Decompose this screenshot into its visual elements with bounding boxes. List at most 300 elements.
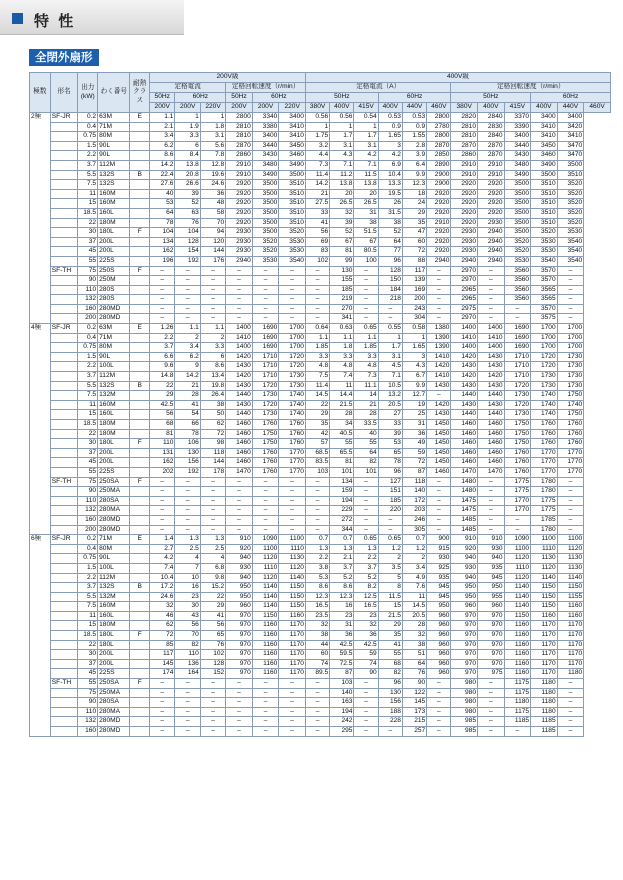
table-row — [30, 602, 611, 612]
value-cell: 2920 — [427, 237, 451, 247]
model-cell — [50, 228, 78, 238]
value-cell: 18 — [402, 189, 426, 199]
value-cell: 2780 — [427, 122, 451, 132]
value-cell: 3.5 — [378, 563, 402, 573]
value-cell: 172 — [402, 496, 426, 506]
value-cell: 35 — [402, 218, 426, 228]
value-cell: 35 — [305, 420, 329, 430]
model-cell — [50, 583, 78, 593]
value-cell: 26 — [378, 199, 402, 209]
value-cell: 33.5 — [354, 420, 378, 430]
head-200v: 200V級 — [150, 73, 306, 83]
value-cell: 6.6 — [150, 352, 175, 362]
value-cell: 3.7 — [330, 563, 354, 573]
value-cell: 151 — [378, 487, 402, 497]
value-cell: 2920 — [226, 199, 253, 209]
value-cell: – — [175, 506, 200, 516]
value-cell: – — [252, 707, 279, 717]
model-cell — [50, 170, 78, 180]
table-row — [30, 113, 611, 123]
value-cell: 65 — [378, 448, 402, 458]
value-cell: 2870 — [478, 151, 505, 161]
value-cell: – — [200, 688, 225, 698]
value-cell: 12.3 — [305, 592, 329, 602]
model-cell — [50, 400, 78, 410]
class-cell — [130, 132, 150, 142]
value-cell: 2820 — [451, 113, 478, 123]
value-cell: 22.4 — [150, 170, 175, 180]
value-cell: 3410 — [531, 122, 558, 132]
value-cell: 2975 — [451, 304, 478, 314]
value-cell: 130 — [175, 448, 200, 458]
value-cell: 1170 — [557, 650, 584, 660]
value-cell: 1760 — [279, 439, 306, 449]
value-cell: 1.8 — [330, 343, 354, 353]
value-cell: 3.4 — [402, 563, 426, 573]
frame-cell: 180L — [98, 631, 130, 641]
value-cell: 69 — [305, 237, 329, 247]
value-cell: 1160 — [557, 611, 584, 621]
value-cell: 2910 — [451, 170, 478, 180]
value-cell: 1730 — [531, 372, 558, 382]
value-cell: – — [175, 515, 200, 525]
value-cell: 64 — [150, 208, 175, 218]
value-cell: 2860 — [451, 151, 478, 161]
class-cell — [130, 640, 150, 650]
value-cell: – — [427, 727, 451, 737]
value-cell: – — [279, 314, 306, 324]
value-cell: 65.5 — [330, 448, 354, 458]
table-row — [30, 535, 611, 545]
value-cell: 1740 — [557, 400, 584, 410]
value-cell: – — [305, 295, 329, 305]
value-cell: 1.1 — [150, 113, 175, 123]
value-cell: 3480 — [252, 160, 279, 170]
value-cell: 134 — [150, 237, 175, 247]
value-cell: – — [200, 285, 225, 295]
value-cell: 66 — [175, 420, 200, 430]
table-row — [30, 343, 611, 353]
value-cell: 90 — [354, 669, 378, 679]
value-cell: – — [252, 496, 279, 506]
value-cell: 6.2 — [175, 352, 200, 362]
value-cell: 3540 — [557, 256, 584, 266]
value-cell: 3510 — [279, 208, 306, 218]
value-cell: 33 — [378, 420, 402, 430]
value-cell: 16.5 — [305, 602, 329, 612]
value-cell: 257 — [402, 727, 426, 737]
frame-cell: 132M — [98, 592, 130, 602]
value-cell: 22 — [78, 429, 98, 439]
value-cell: 1730 — [557, 362, 584, 372]
value-cell: 1420 — [478, 372, 505, 382]
value-cell: 960 — [427, 640, 451, 650]
table-row — [30, 237, 611, 247]
pole-cell: 4極 — [30, 324, 51, 535]
value-cell: 0.63 — [330, 324, 354, 334]
value-cell: 970 — [226, 640, 253, 650]
value-cell: 28 — [402, 621, 426, 631]
model-cell: SF-JR — [50, 324, 78, 334]
value-cell: – — [175, 295, 200, 305]
class-cell: B — [130, 170, 150, 180]
header-band — [0, 0, 184, 35]
value-cell: – — [150, 304, 175, 314]
class-cell: B — [130, 583, 150, 593]
value-cell: 14.5 — [402, 602, 426, 612]
value-cell: 1090 — [504, 535, 531, 545]
value-cell: 2910 — [451, 160, 478, 170]
table-row — [30, 487, 611, 497]
value-cell: – — [478, 487, 505, 497]
value-cell: 26.6 — [175, 180, 200, 190]
value-cell: 122 — [402, 688, 426, 698]
value-cell: – — [150, 496, 175, 506]
frame-cell: 280MD — [98, 314, 130, 324]
value-cell: 194 — [330, 707, 354, 717]
table-row — [30, 372, 611, 382]
value-cell: 3500 — [252, 199, 279, 209]
value-cell: – — [354, 496, 378, 506]
model-cell — [50, 160, 78, 170]
value-cell: 132 — [78, 295, 98, 305]
value-cell: 6 — [175, 141, 200, 151]
frame-cell: 280SA — [98, 496, 130, 506]
value-cell: 4.2 — [378, 151, 402, 161]
value-cell: – — [252, 515, 279, 525]
value-cell: 72.5 — [330, 659, 354, 669]
frame-cell: 180M — [98, 429, 130, 439]
value-cell: 140 — [330, 688, 354, 698]
value-cell: 985 — [451, 727, 478, 737]
value-cell: 1110 — [279, 544, 306, 554]
value-cell: 2920 — [427, 228, 451, 238]
value-cell: 32 — [354, 621, 378, 631]
value-cell: 4.8 — [330, 362, 354, 372]
value-cell: 1700 — [279, 343, 306, 353]
value-cell: 159 — [330, 487, 354, 497]
value-cell: 3570 — [531, 304, 558, 314]
value-cell: 3 — [378, 141, 402, 151]
value-cell: – — [200, 727, 225, 737]
value-cell: 1450 — [427, 420, 451, 430]
frame-cell: 63M — [98, 113, 130, 123]
value-cell: 2810 — [226, 132, 253, 142]
value-cell: 1.1 — [354, 333, 378, 343]
value-cell: 1180 — [557, 669, 584, 679]
value-cell: 0.55 — [378, 324, 402, 334]
value-cell: 22 — [78, 640, 98, 650]
value-cell: 1690 — [252, 333, 279, 343]
model-cell — [50, 458, 78, 468]
model-cell — [50, 439, 78, 449]
class-cell — [130, 304, 150, 314]
value-cell: – — [504, 727, 531, 737]
value-cell: 18.5 — [78, 208, 98, 218]
value-cell: 2.2 — [305, 554, 329, 564]
value-cell: 7.6 — [402, 583, 426, 593]
value-cell: 67 — [354, 237, 378, 247]
value-cell: 341 — [330, 314, 354, 324]
value-cell: 1760 — [252, 458, 279, 468]
class-cell — [130, 688, 150, 698]
value-cell: – — [557, 496, 584, 506]
value-cell: 0.2 — [78, 535, 98, 545]
value-cell: 2920 — [226, 208, 253, 218]
value-cell: 1710 — [252, 372, 279, 382]
value-cell: 950 — [427, 602, 451, 612]
value-cell: – — [427, 679, 451, 689]
value-cell: 3520 — [252, 247, 279, 257]
value-cell: 19.6 — [200, 170, 225, 180]
value-cell: 55 — [78, 467, 98, 477]
value-cell: 0.58 — [402, 324, 426, 334]
hz: 50Hz — [451, 93, 531, 103]
value-cell: 1470 — [226, 467, 253, 477]
value-cell: 1 — [354, 122, 378, 132]
value-cell: 7.1 — [330, 160, 354, 170]
value-cell: 20 — [330, 189, 354, 199]
value-cell: – — [200, 707, 225, 717]
value-cell: 56 — [175, 621, 200, 631]
class-cell — [130, 247, 150, 257]
value-cell: 156 — [378, 698, 402, 708]
model-cell — [50, 669, 78, 679]
table-row — [30, 189, 611, 199]
value-cell: 100 — [354, 256, 378, 266]
model-cell — [50, 391, 78, 401]
value-cell: 7.5 — [305, 372, 329, 382]
value-cell: 1700 — [557, 333, 584, 343]
value-cell: 1750 — [504, 420, 531, 430]
model-cell — [50, 295, 78, 305]
hz: 50Hz — [150, 93, 175, 103]
frame-cell: 100L — [98, 563, 130, 573]
value-cell: 2910 — [226, 170, 253, 180]
value-cell: 1160 — [504, 631, 531, 641]
value-cell: 1760 — [504, 448, 531, 458]
value-cell: 72 — [402, 458, 426, 468]
voltage-cell: 380V — [305, 103, 329, 113]
value-cell: 20.5 — [402, 611, 426, 621]
value-cell: 3570 — [531, 276, 558, 286]
value-cell: 60 — [402, 237, 426, 247]
value-cell: 53 — [378, 439, 402, 449]
value-cell: – — [305, 266, 329, 276]
value-cell: 45 — [78, 458, 98, 468]
value-cell: 3 — [402, 352, 426, 362]
value-cell: 3440 — [252, 141, 279, 151]
value-cell: 1460 — [478, 458, 505, 468]
value-cell: 1170 — [557, 640, 584, 650]
value-cell: 6.4 — [402, 160, 426, 170]
value-cell: – — [200, 679, 225, 689]
value-cell: 59 — [402, 448, 426, 458]
value-cell: 970 — [478, 650, 505, 660]
value-cell: 1170 — [279, 669, 306, 679]
class-cell — [130, 285, 150, 295]
value-cell: 1160 — [531, 611, 558, 621]
value-cell: 130 — [330, 266, 354, 276]
frame-cell: 280SA — [98, 698, 130, 708]
value-cell: 67 — [330, 237, 354, 247]
value-cell: 0.65 — [378, 535, 402, 545]
value-cell: 3560 — [504, 295, 531, 305]
voltage-cell: 400V — [478, 103, 505, 113]
value-cell: 90 — [78, 276, 98, 286]
value-cell: 2910 — [226, 160, 253, 170]
table-row — [30, 180, 611, 190]
value-cell: 1.1 — [175, 324, 200, 334]
value-cell: 2810 — [451, 122, 478, 132]
value-cell: 76 — [175, 218, 200, 228]
characteristics-table — [29, 72, 611, 737]
value-cell: 40 — [354, 429, 378, 439]
value-cell: 1170 — [531, 669, 558, 679]
value-cell: – — [252, 314, 279, 324]
value-cell: 2 — [200, 333, 225, 343]
value-cell: – — [226, 304, 253, 314]
value-cell: 55 — [378, 650, 402, 660]
value-cell: – — [175, 727, 200, 737]
value-cell: 3530 — [531, 237, 558, 247]
frame-cell: 160M — [98, 602, 130, 612]
value-cell: 1170 — [279, 640, 306, 650]
value-cell: – — [354, 717, 378, 727]
value-cell: 1730 — [279, 372, 306, 382]
head-400v: 400V級 — [305, 73, 610, 83]
value-cell: 144 — [200, 247, 225, 257]
class-cell: F — [130, 266, 150, 276]
value-cell: 185 — [378, 496, 402, 506]
value-cell: 1700 — [557, 343, 584, 353]
value-cell: 128 — [175, 237, 200, 247]
value-cell: 1.8 — [200, 122, 225, 132]
value-cell: 55 — [330, 439, 354, 449]
value-cell: – — [354, 698, 378, 708]
value-cell: 3410 — [279, 132, 306, 142]
model-cell — [50, 640, 78, 650]
value-cell: 3575 — [531, 314, 558, 324]
value-cell: 2930 — [451, 247, 478, 257]
frame-cell: 80M — [98, 544, 130, 554]
value-cell: 2870 — [478, 141, 505, 151]
value-cell: – — [504, 304, 531, 314]
model-cell — [50, 717, 78, 727]
value-cell: 3540 — [531, 256, 558, 266]
value-cell: 1700 — [279, 324, 306, 334]
value-cell: 1170 — [279, 659, 306, 669]
value-cell: – — [478, 698, 505, 708]
class-cell — [130, 573, 150, 583]
value-cell: 1.5 — [78, 352, 98, 362]
value-cell: – — [305, 707, 329, 717]
value-cell: 8.6 — [330, 583, 354, 593]
value-cell: 3400 — [557, 113, 584, 123]
value-cell: 11.5 — [378, 592, 402, 602]
model-cell — [50, 544, 78, 554]
class-cell — [130, 122, 150, 132]
value-cell: 3540 — [557, 247, 584, 257]
voltage-cell: 200V — [252, 103, 279, 113]
value-cell: 930 — [226, 563, 253, 573]
value-cell: 2930 — [226, 247, 253, 257]
value-cell: 2940 — [226, 256, 253, 266]
value-cell: 15 — [78, 410, 98, 420]
value-cell: – — [305, 285, 329, 295]
model-cell — [50, 151, 78, 161]
value-cell: – — [175, 304, 200, 314]
value-cell: 1150 — [531, 602, 558, 612]
value-cell: – — [305, 314, 329, 324]
frame-cell: 280MD — [98, 515, 130, 525]
value-cell: – — [557, 295, 584, 305]
value-cell: 36 — [402, 429, 426, 439]
value-cell: 174 — [150, 669, 175, 679]
value-cell: 3490 — [252, 170, 279, 180]
value-cell: 1160 — [252, 631, 279, 641]
value-cell: 16 — [175, 583, 200, 593]
head-200v-current: 定格電流 — [150, 83, 226, 93]
value-cell: 970 — [451, 669, 478, 679]
value-cell: 26.5 — [330, 199, 354, 209]
value-cell: 3.3 — [175, 132, 200, 142]
value-cell: 2810 — [451, 132, 478, 142]
frame-cell: 200L — [98, 237, 130, 247]
value-cell: 1720 — [504, 400, 531, 410]
value-cell: 3.4 — [175, 343, 200, 353]
value-cell: 3520 — [279, 228, 306, 238]
value-cell: 1180 — [531, 679, 558, 689]
value-cell: – — [252, 276, 279, 286]
value-cell: 1720 — [252, 400, 279, 410]
model-cell — [50, 602, 78, 612]
value-cell: 58 — [200, 208, 225, 218]
table-row — [30, 554, 611, 564]
value-cell: – — [200, 276, 225, 286]
model-cell — [50, 362, 78, 372]
value-cell: 20.5 — [378, 400, 402, 410]
value-cell: – — [175, 525, 200, 535]
value-cell: 3500 — [252, 208, 279, 218]
value-cell: 68 — [150, 420, 175, 430]
value-cell: 1160 — [504, 650, 531, 660]
value-cell: – — [175, 285, 200, 295]
value-cell: 11.5 — [354, 170, 378, 180]
value-cell: – — [354, 295, 378, 305]
value-cell: 1430 — [226, 381, 253, 391]
model-cell — [50, 381, 78, 391]
value-cell: 72 — [402, 247, 426, 257]
pole-cell: 6極 — [30, 535, 51, 736]
value-cell: 47 — [402, 228, 426, 238]
value-cell: – — [354, 266, 378, 276]
value-cell: – — [150, 487, 175, 497]
value-cell: – — [175, 496, 200, 506]
value-cell: 28 — [175, 391, 200, 401]
class-cell — [130, 256, 150, 266]
value-cell: 1150 — [531, 583, 558, 593]
model-cell — [50, 420, 78, 430]
value-cell: 940 — [451, 554, 478, 564]
value-cell: – — [478, 304, 505, 314]
class-cell — [130, 487, 150, 497]
value-cell: 945 — [478, 573, 505, 583]
table-body — [30, 113, 611, 737]
value-cell: 970 — [478, 640, 505, 650]
value-cell: 4.8 — [305, 362, 329, 372]
value-cell: 10.4 — [150, 573, 175, 583]
